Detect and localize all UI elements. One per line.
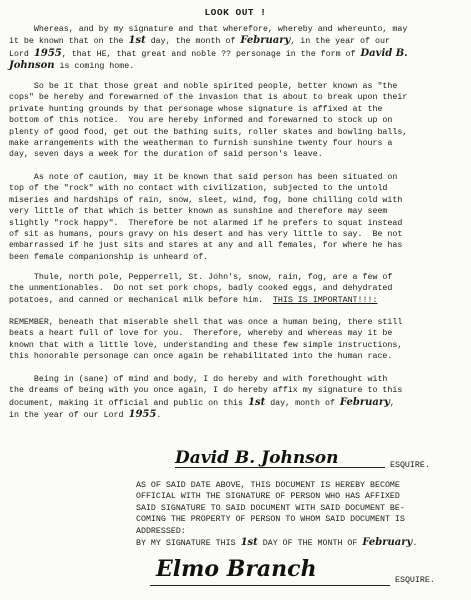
- esquire-label-2: ESQUIRE.: [395, 576, 435, 585]
- signature-johnson: David B. Johnson: [175, 448, 339, 468]
- statement-text: Being in (sane) of mind and body, I do hereby and with forethought with the dreams of being with you once again, I do hereby affix my signature to this document, making it official and public on this: [9, 375, 403, 408]
- intro-line-2a: it be known that on the: [9, 37, 129, 47]
- intro-line-3b: , that HE, that great and noble ?? personage in the form of: [61, 49, 361, 59]
- statement-text-d: .: [156, 411, 162, 421]
- paragraph-official: AS OF SAID DATE ABOVE, THIS DOCUMENT IS HEREBY BECOME OFFICIAL WITH THE SIGNATURE OF PERSON WHO HAS AFFIXED SAID SIGNATURE TO SAID DOCUMENT WITH SAID DOCUMENT BE- COMING THE PROPERTY OF PERSON TO WHOM SAID DOCUMENT IS ADDRESSED:: [136, 481, 405, 536]
- signature-branch: Elmo Branch: [156, 556, 317, 582]
- handwritten-day: 1st: [128, 35, 146, 47]
- statement-text-b: day, month of: [265, 398, 340, 408]
- statement-day: 1st: [248, 396, 266, 408]
- paragraph-by-signature: [136, 537, 466, 549]
- intro-line-3a: Lord: [9, 49, 34, 59]
- paragraph-intro: [9, 24, 463, 73]
- by-signature-day: 1st: [240, 537, 258, 548]
- by-signature-text: BY MY SIGNATURE THIS: [136, 539, 241, 548]
- document-title: LOOK OUT !: [204, 7, 267, 18]
- by-signature-month: February: [362, 537, 413, 548]
- intro-line-2b: day, the month of: [145, 37, 241, 47]
- unmentionables-text: Thule, north pole, Pepperrell, St. John's, snow, rain, fog, are a few of the unmentionables. Do not set pork chops, badly cooked eggs, and dehydrated potatoes, and canned or mechanical milk before him.: [9, 273, 393, 305]
- intro-line-4: is coming home.: [54, 62, 135, 72]
- statement-text-c: , in the year of our Lord: [9, 398, 395, 421]
- statement-month: February: [339, 396, 390, 408]
- signature-line-1: [175, 467, 385, 468]
- paragraph-cops: So be it that those great and noble spirited people, better known as "the cops" be hereby and forewarned of the invasion that is about to break upon their private hunting grounds by that personage whose signature is affixed at the bottom of this notice. You are hereby informed and forewarned to stock up on plenty of good food, get out the bathing suits, roller skates and bowling balls, make arrangements with the weatherman to furnish sunshine twenty four hours a day, seven days a week for the duration of said person's leave.: [9, 82, 408, 160]
- paragraph-unmentionables: [9, 272, 463, 306]
- by-signature-text-c: .: [412, 539, 418, 548]
- handwritten-name-last: Johnson: [9, 60, 55, 72]
- intro-line-1: Whereas, and by my signature and that wherefore, whereby and whereunto, may: [9, 25, 408, 34]
- important-note: THIS IS IMPORTANT!!!:: [272, 295, 378, 305]
- handwritten-year: 1955: [33, 47, 62, 59]
- paragraph-caution: As note of caution, may it be known that said person has been situated on top of the "rock" with no contact with civilization, subjected to the untold miseries and hardships of rain, snow, sleet, wind, fog, bone chilling cold with very little of that which is better known as sunshine and therefore may seem slightly "rock happy". Therefore be not alarmed if he prefers to squat instead of sit as humans, pours gravy on his desert and has very little to say. Be not embarrassed if he just sits and stares at any and all females, for where he has been female companionship is unheard of.: [9, 173, 403, 262]
- by-signature-text-b: DAY OF THE MONTH OF: [257, 539, 363, 548]
- statement-year: 1955: [128, 409, 157, 421]
- handwritten-name-first: David B.: [360, 47, 408, 59]
- intro-line-2c: , in the year of our: [290, 37, 390, 47]
- paragraph-remember: REMEMBER, beneath that miserable shell that was once a human being, there still beats a heart full of love for you. Therefore, whereby and whereas may it be known that with a little love, understanding and these few simple instructions, this honorable personage can once again be rehabilitated into the human race.: [9, 318, 403, 362]
- paragraph-signature-statement: [9, 374, 463, 422]
- signature-line-2: [150, 585, 390, 586]
- esquire-label-1: ESQUIRE.: [390, 461, 430, 470]
- handwritten-month: February: [240, 35, 291, 47]
